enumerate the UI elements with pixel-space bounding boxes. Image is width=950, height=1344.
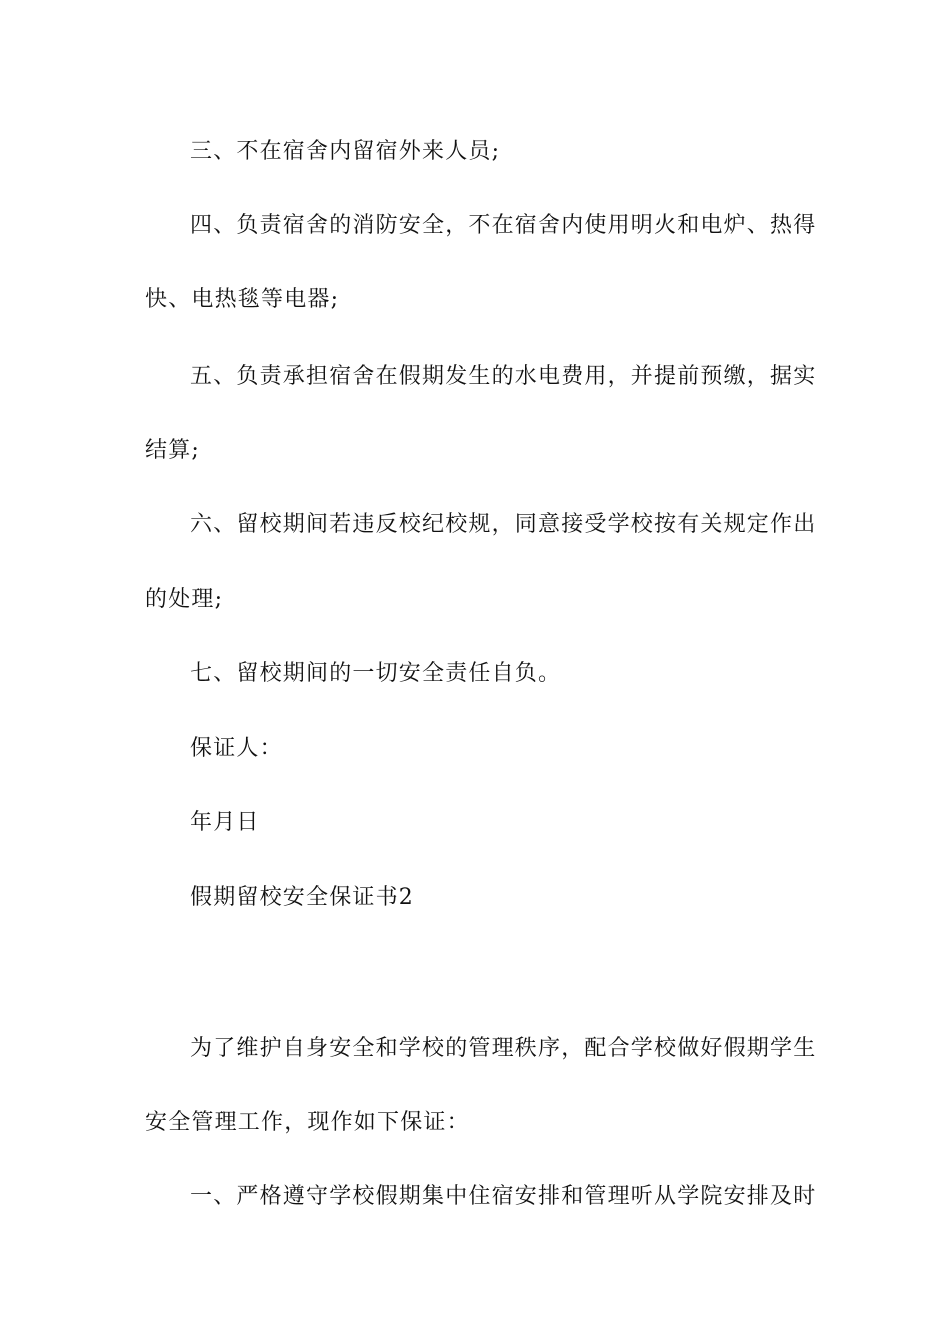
clause-4-line-1: 四、负责宿舍的消防安全，不在宿舍内使用明火和电炉、热得 — [190, 213, 817, 238]
intro-line-1: 为了维护自身安全和学校的管理秩序，配合学校做好假期学生 — [190, 1036, 817, 1061]
clause-1-line-1: 一、严格遵守学校假期集中住宿安排和管理听从学院安排及时 — [190, 1184, 817, 1209]
clause-3: 三、不在宿舍内留宿外来人员; — [190, 139, 501, 164]
date-label: 年月日 — [190, 810, 260, 835]
clause-5-line-2: 结算; — [145, 438, 201, 463]
section-title: 假期留校安全保证书2 — [190, 885, 414, 910]
clause-7: 七、留校期间的一切安全责任自负。 — [190, 661, 562, 686]
guarantor-label: 保证人： — [190, 736, 283, 761]
clause-6-line-2: 的处理; — [145, 587, 224, 612]
clause-5-line-1: 五、负责承担宿舍在假期发生的水电费用，并提前预缴，据实 — [190, 364, 817, 389]
clause-6-line-1: 六、留校期间若违反校纪校规，同意接受学校按有关规定作出 — [190, 512, 817, 537]
intro-line-2: 安全管理工作，现作如下保证： — [145, 1110, 470, 1135]
clause-4-line-2: 快、电热毯等电器; — [145, 287, 340, 312]
